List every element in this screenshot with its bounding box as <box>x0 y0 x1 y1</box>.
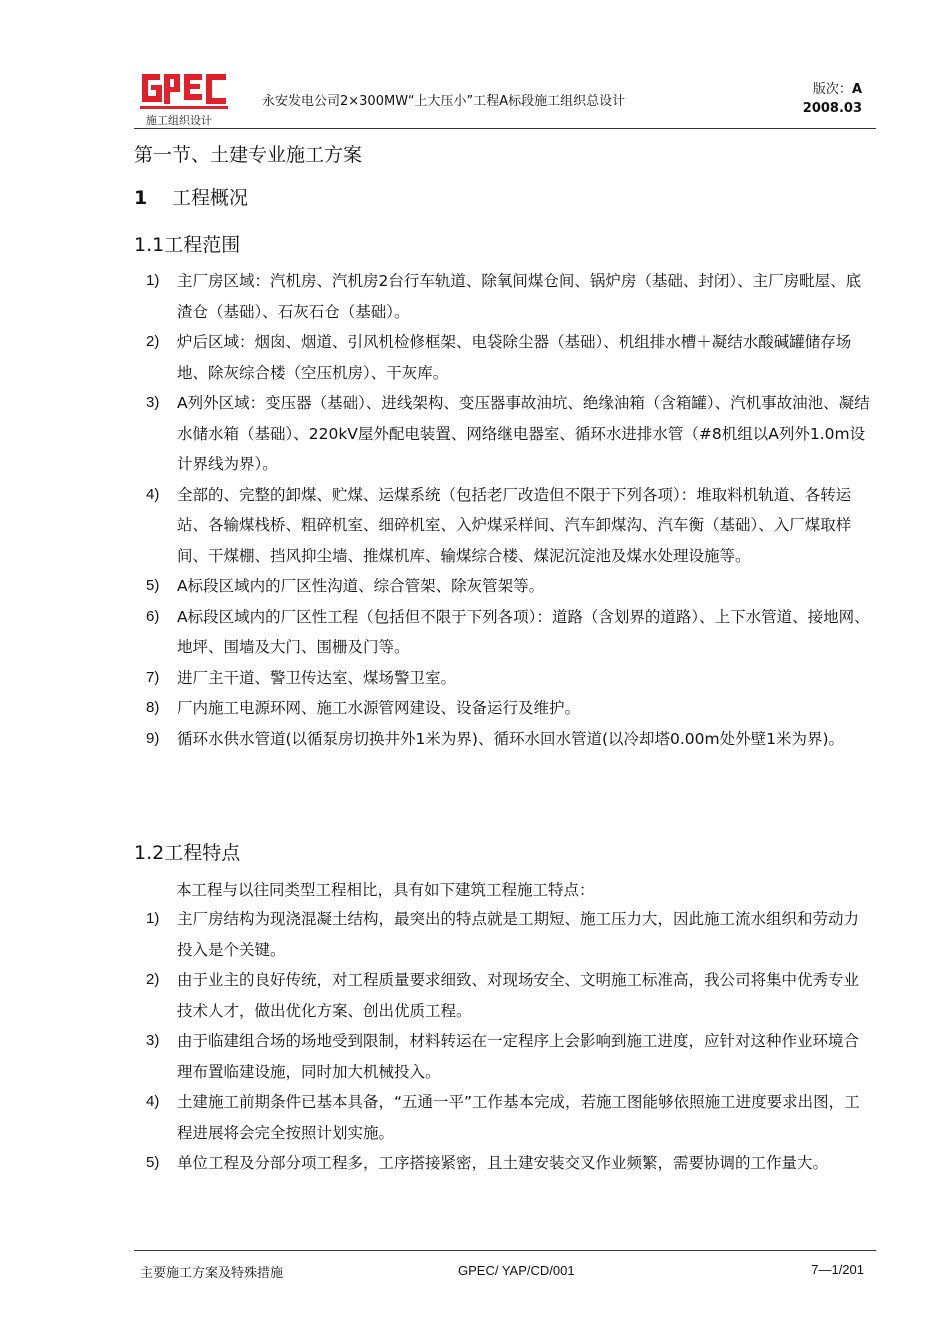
list-item-number: 5) <box>146 1154 160 1171</box>
features-list <box>134 904 874 1179</box>
footer-page-number: 7—1/201 <box>811 1262 864 1277</box>
list-item <box>134 724 874 755</box>
logo-caption: 施工组织设计 <box>146 114 212 127</box>
list-item <box>134 663 874 694</box>
list-item-text: A标段区域内的厂区性工程（包括但不限于下列各项）：道路（含划界的道路）、上下水管道、接地网、地坪、围墙及大门、围栅及门等。 <box>177 607 870 656</box>
list-item <box>134 571 874 602</box>
list-item <box>134 904 874 965</box>
heading-1-2: 1.2工程特点 <box>134 842 241 864</box>
list-item-text: 主厂房结构为现浇混凝土结构，最突出的特点就是工期短、施工压力大，因此施工流水组织和劳动力投入是个关键。 <box>177 910 860 959</box>
version-label: 版次： <box>812 82 852 97</box>
list-item-number: 3) <box>146 394 160 411</box>
list-item-number: 6) <box>146 607 160 625</box>
list-item-number: 8) <box>146 699 160 716</box>
list-item-number: 1) <box>146 272 160 289</box>
list-item-number: 2) <box>146 333 160 350</box>
scope-list <box>134 266 874 754</box>
footer-document-code: GPEC/ YAP/CD/001 <box>458 1263 575 1278</box>
section-title: 第一节、土建专业施工方案 <box>134 144 363 166</box>
heading-1-text: 工程概况 <box>172 187 249 209</box>
list-item-number: 7) <box>146 668 160 686</box>
list-item-text: 由于临建组合场的场地受到限制，材料转运在一定程序上会影响到施工进度，应针对这种作业环境合理布置临建设施，同时加大机械投入。 <box>177 1032 860 1081</box>
list-item-text: 土建施工前期条件已基本具备，“五通一平”工作基本完成，若施工图能够依照施工进度要求出图，工程进展将会完全按照计划实施。 <box>177 1093 860 1142</box>
list-item-text: A标段区域内的厂区性沟道、综合管架、除灰管架等。 <box>177 577 545 595</box>
list-item <box>134 1026 874 1087</box>
list-item <box>134 693 874 724</box>
list-item-text: 由于业主的良好传统，对工程质量要求细致、对现场安全、文明施工标准高，我公司将集中优秀专业技术人才，做出优化方案、创出优质工程。 <box>177 971 860 1020</box>
list-item <box>134 480 874 572</box>
heading-1 <box>134 183 248 210</box>
list-item <box>134 388 874 480</box>
features-intro: 本工程与以往同类型工程相比，具有如下建筑工程施工特点： <box>176 881 595 899</box>
list-item-text: 单位工程及分部分项工程多，工序搭接紧密，且土建安装交叉作业频繁，需要协调的工作量大。 <box>177 1154 829 1172</box>
gpec-logo <box>138 66 230 110</box>
list-item-number: 4) <box>146 485 160 503</box>
list-item <box>134 266 874 327</box>
list-item-number: 5) <box>146 577 160 594</box>
list-item-number: 4) <box>146 1093 160 1110</box>
list-item-text: 厂内施工电源环网、施工水源管网建设、设备运行及维护。 <box>177 699 581 717</box>
list-item <box>134 1087 874 1148</box>
list-item-text: 进厂主干道、警卫传达室、煤场警卫室。 <box>177 668 457 687</box>
version-value: A <box>851 82 862 97</box>
list-item <box>134 965 874 1026</box>
header-divider <box>134 128 876 129</box>
list-item-number: 1) <box>146 910 160 927</box>
version-block <box>803 80 862 118</box>
footer-divider <box>134 1250 876 1251</box>
page-header <box>134 66 874 128</box>
document-title: 永安发电公司2×300MW“上大压小”工程A标段施工组织总设计 <box>262 94 626 109</box>
list-item-number: 3) <box>146 1032 160 1049</box>
list-item <box>134 602 874 663</box>
list-item-text: 全部的、完整的卸煤、贮煤、运煤系统（包括老厂改造但不限于下列各项）：堆取料机轨道、各转运站、各输煤栈桥、粗碎机室、细碎机室、入炉煤采样间、汽车卸煤沟、汽车衡（基础）、入厂煤取样间、干煤棚、挡风抑尘墙、推煤机库、输煤综合楼、煤泥沉淀池及煤水处理设施等。 <box>177 485 852 565</box>
footer-chapter: 主要施工方案及特殊措施 <box>140 1266 284 1281</box>
list-item <box>134 1148 874 1179</box>
list-item-text: 炉后区域：烟囱、烟道、引风机检修框架、电袋除尘器（基础）、机组排水槽＋凝结水酸碱罐储存场地、除灰综合楼（空压机房）、干灰库。 <box>177 333 852 382</box>
list-item-number: 2) <box>146 971 160 988</box>
list-item-text: A列外区域：变压器（基础）、进线架构、变压器事故油坑、绝缘油箱（含箱罐）、汽机事故油池、凝结水储水箱（基础）、220kV屋外配电装置、网络继电器室、循环水进排水管（#8机组以A列外1.0m设计界线为界）。 <box>177 394 870 473</box>
list-item-text: 循环水供水管道(以循泵房切换井外1米为界)、循环水回水管道(以冷却塔0.00m处外壁1米为界)。 <box>177 729 845 748</box>
heading-1-number: 1 <box>134 187 148 209</box>
list-item-text: 主厂房区域：汽机房、汽机房2台行车轨道、除氧间煤仓间、锅炉房（基础、封闭）、主厂房毗屋、底渣仓（基础）、石灰石仓（基础）。 <box>177 272 862 321</box>
heading-1-1: 1.1工程范围 <box>134 234 241 256</box>
list-item-number: 9) <box>146 729 160 747</box>
list-item <box>134 327 874 388</box>
document-date: 2008.03 <box>802 101 862 116</box>
